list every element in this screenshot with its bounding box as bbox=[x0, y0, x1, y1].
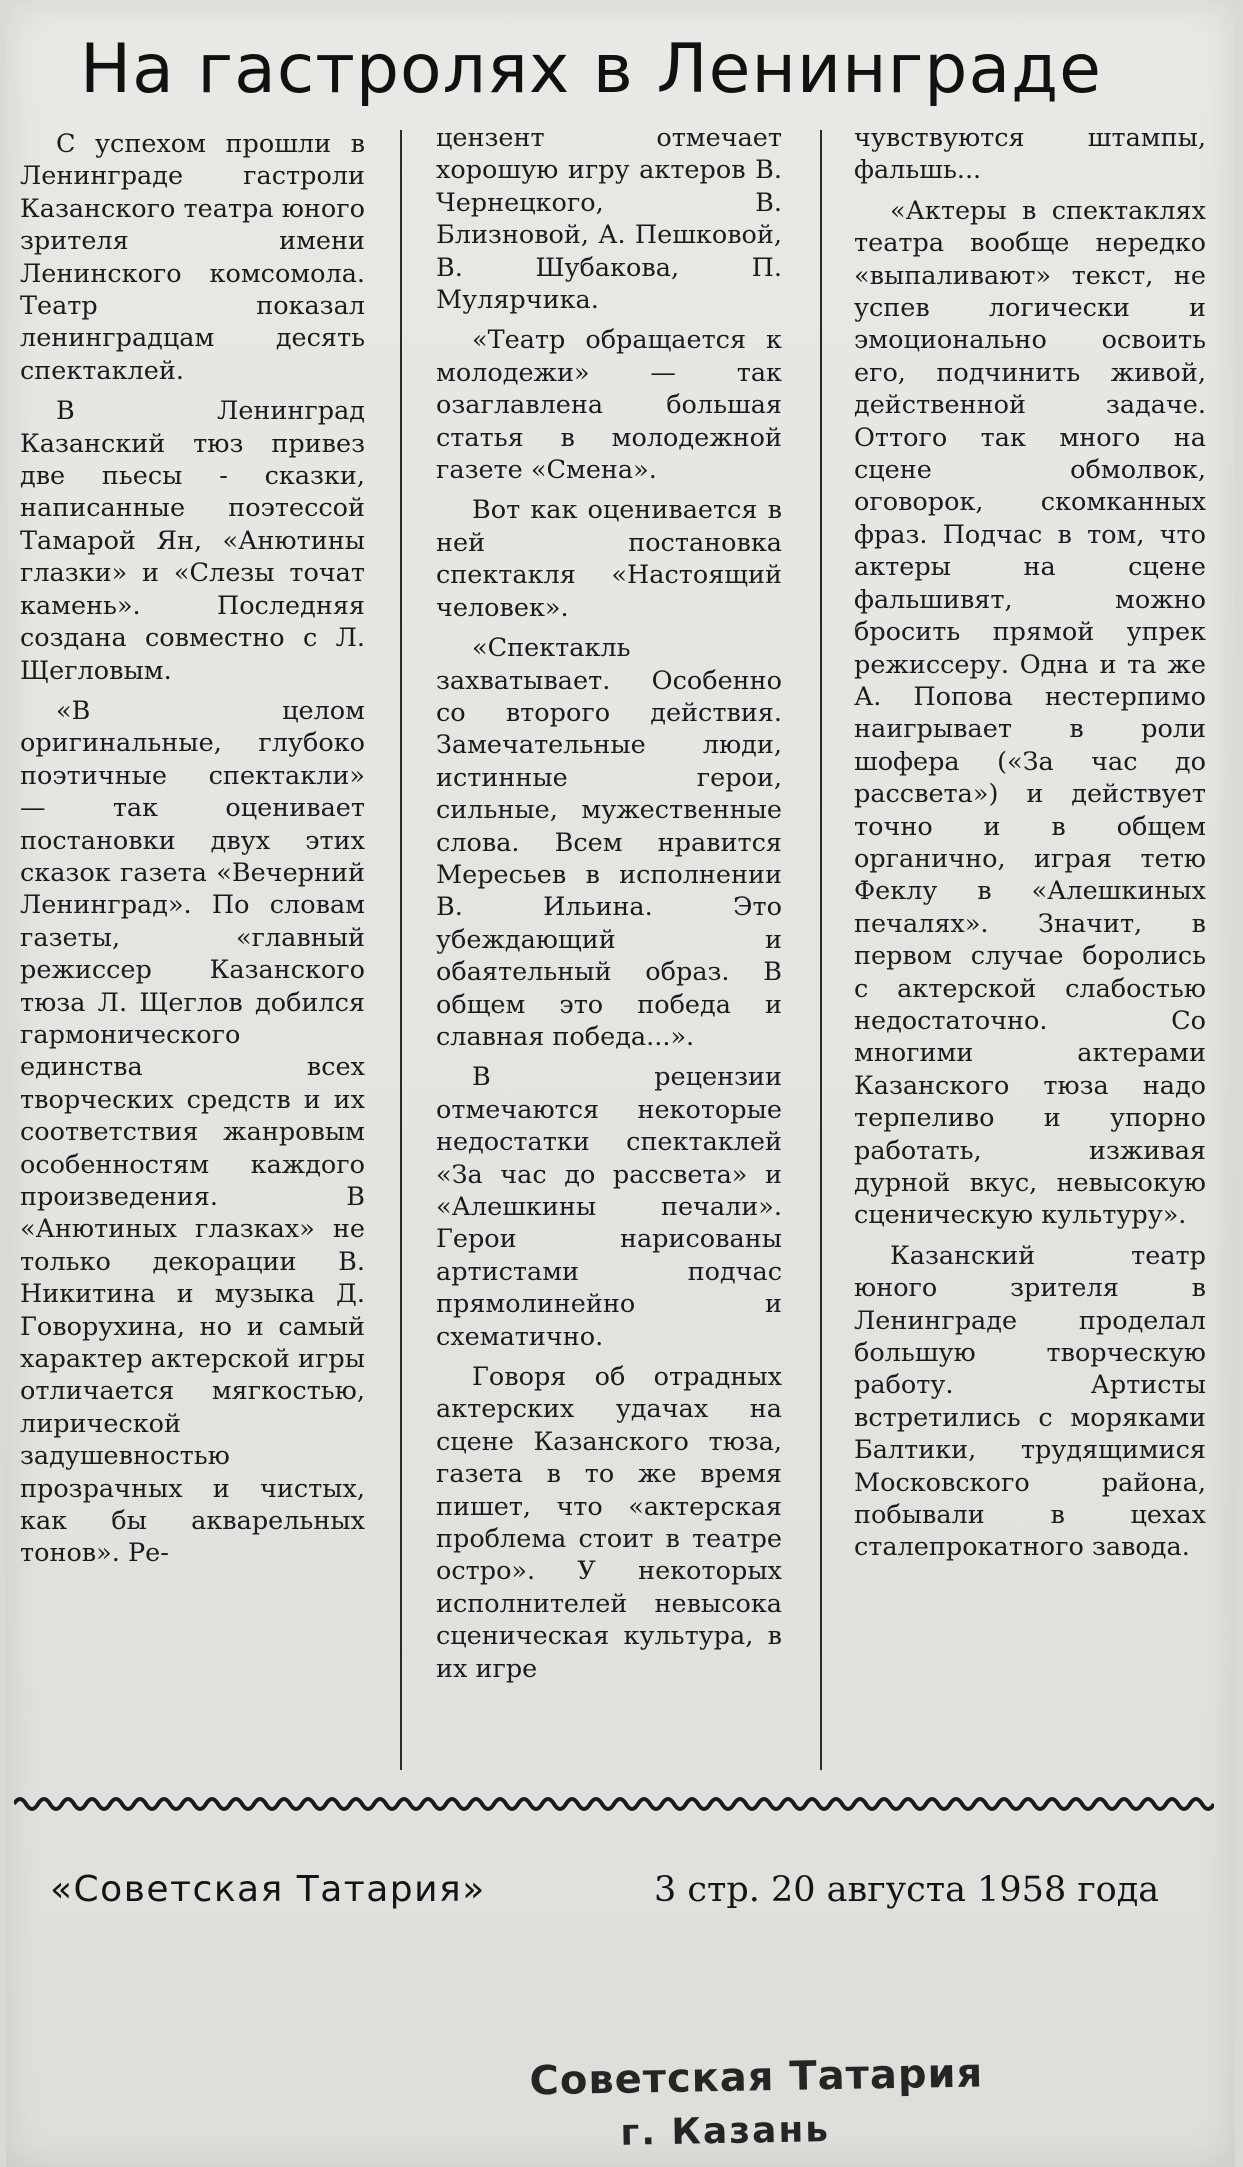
wavy-divider bbox=[14, 1792, 1214, 1816]
paragraph: В рецензии отмечаются некоторые недостатки спектаклей «За час до рассвета» и «Алешкины печали». Герои нарисованы артистами подчас прямолинейно и схематично. bbox=[436, 1062, 782, 1352]
paragraph: С успехом прошли в Ленинграде гастроли Казанского театра юного зрителя имени Ленинского комсомола. Театр показал ленинградцам десять спектаклей. bbox=[20, 129, 365, 386]
publication-date: 3 стр. 20 августа 1958 года bbox=[654, 1870, 1160, 1910]
newspaper-name: «Советская Татария» bbox=[50, 1869, 486, 1910]
source-citation bbox=[50, 1860, 1230, 1920]
column-rule bbox=[400, 130, 402, 1770]
paragraph: Говоря об отрадных актерских удачах на сцене Казанского тюза, газета в то же время пишет, что «актерская проблема стоит в театре остро». У некоторых исполнителей невысока сценическая культура, в их игре bbox=[436, 1362, 782, 1684]
article-column-3 bbox=[854, 122, 1206, 1762]
paragraph: цензент отмечает хорошую игру актеров В. Чернецкого, В. Близновой, А. Пешковой, В. Шубакова, П. Мулярчика. bbox=[436, 123, 782, 316]
article-column-1 bbox=[20, 128, 365, 1768]
article-headline: На гастролях в Ленинграде bbox=[80, 30, 1102, 109]
paragraph: «В целом оригинальные, глубоко поэтичные спектакли» — так оценивает постановки двух этих сказок газета «Вечерний Ленинград». По словам газеты, «главный режиссер Казанского тюза Л. Щеглов добился гармонического единства всех творческих средств и их соответствия жанровым особенностям каждого произведения. В «Анютиных глазках» не только декорации В. Никитина и музыка Д. Говорухина, но и самый характер актерской игры отличается мягкостью, лирической задушевностью прозрачных и чистых, как бы акварельных тонов». Ре- bbox=[20, 695, 365, 1569]
article-column-2 bbox=[436, 122, 782, 1762]
library-stamp bbox=[509, 2048, 984, 2165]
paragraph: «Спектакль захватывает. Особенно со второго действия. Замечательные люди, истинные герои, сильные, мужественные слова. Всем нравится Мересьев в исполнении В. Ильина. Это убеждающий и обаятельный образ. В общем это победа и славная победа...». bbox=[436, 633, 782, 1052]
stamp-city: г. Казань bbox=[620, 2109, 831, 2154]
paragraph: чувствуются штампы, фальшь... bbox=[854, 123, 1206, 186]
paragraph: Вот как оценивается в ней постановка спектакля «Настоящий человек». bbox=[436, 495, 782, 623]
stamp-newspaper: Советская Татария bbox=[529, 2050, 984, 2105]
column-rule bbox=[820, 130, 822, 1770]
paragraph: В Ленинград Казанский тюз привез две пьесы - сказки, написанные поэтессой Тамарой Ян, «Анютины глазки» и «Слезы точат камень». Последняя создана совместно с Л. Щегловым. bbox=[20, 396, 365, 686]
paragraph: «Актеры в спектаклях театра вообще нередко «выпаливают» текст, не успев логически и эмоционально освоить его, подчинить живой, действенной задаче. Оттого так много на сцене обмолвок, оговорок, скомканных фраз. Подчас в том, что актеры на сцене фальшивят, можно бросить прямой упрек режиссеру. Одна и та же А. Попова нестерпимо наигрывает в роли шофера («За час до рассвета») и действует точно и в общем органично, играя тетю Феклу в «Алешкиных печалях». Значит, в первом случае боролись с актерской слабостью недостаточно. Со многими актерами Казанского тюза надо терпеливо и упорно работать, изживая дурной вкус, невысокую сценическую культуру». bbox=[854, 195, 1206, 1231]
paragraph: Казанский театр юного зрителя в Ленинграде проделал большую творческую работу. Артисты встретились с моряками Балтики, трудящимися Московского района, побывали в цехах сталепрокатного завода. bbox=[854, 1240, 1206, 1563]
paragraph: «Театр обращается к молодежи» — так озаглавлена большая статья в молодежной газете «Смена». bbox=[436, 325, 782, 486]
